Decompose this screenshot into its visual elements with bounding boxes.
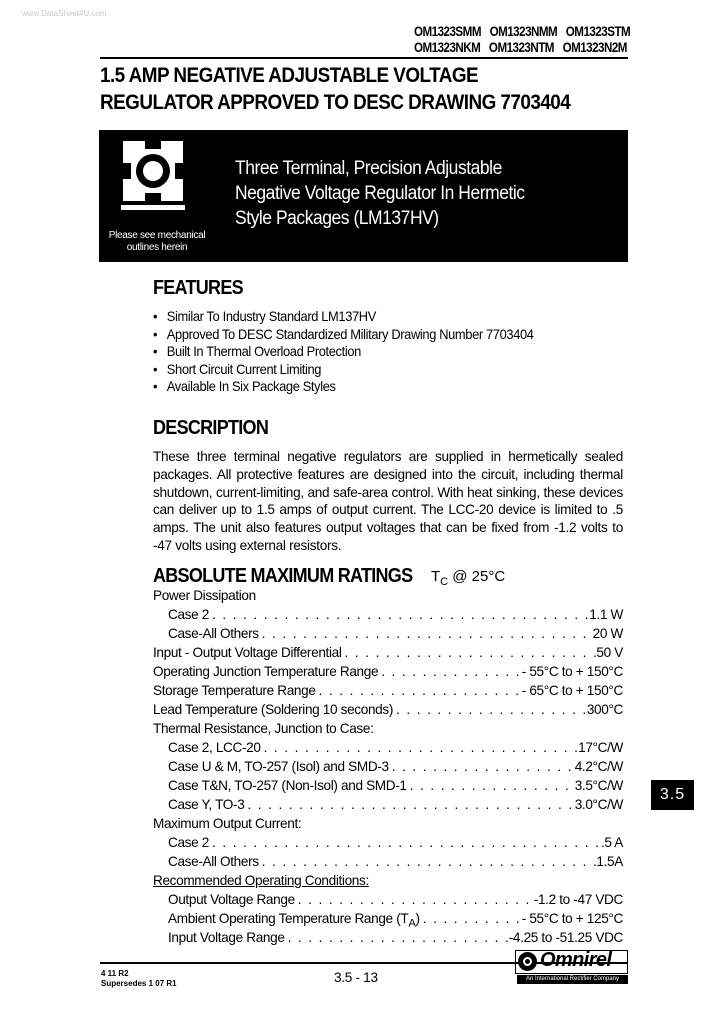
table-row: Case-All Others . . . 20 W: [153, 626, 623, 645]
ratings-heading: ABSOLUTE MAXIMUM RATINGS $T_C$ @ 25°C: [153, 565, 506, 588]
watermark: www.DataSheet4U.com: [22, 9, 107, 18]
ratings-condition: $T_C$ @ 25°C: [431, 568, 506, 588]
part-number: OM1323STM: [565, 24, 631, 39]
table-row: Case 2 . . . .5 A: [153, 835, 623, 854]
features-heading: FEATURES: [153, 277, 243, 299]
logo-caption: Please see mechanical outlines herein: [108, 230, 206, 253]
table-row: Operating Junction Temperature Range . . . - 55°C to + 150°C: [153, 664, 623, 683]
section-tab-marker: 3.5: [651, 780, 694, 810]
table-row: Input - Output Voltage Differential . . . 50 V: [153, 645, 623, 664]
brand-tagline: An International Rectifier Company: [517, 975, 628, 984]
table-row: Lead Temperature (Soldering 10 seconds) . . . 300°C: [153, 702, 623, 721]
table-row: Input Voltage Range . . . -4.25 to -51.25 VDC: [153, 930, 623, 949]
table-row: Case Y, TO-3 . . . 3.0°C/W: [153, 797, 623, 816]
title-line-2: REGULATOR APPROVED TO DESC DRAWING 7703404: [100, 91, 571, 114]
part-number-row: [414, 40, 638, 56]
brand-name: Omnirel: [540, 949, 612, 971]
package-outline-icon: [121, 139, 185, 219]
top-rule: [100, 57, 628, 59]
list-item: • Similar To Industry Standard LM137HV: [153, 308, 376, 324]
table-row: Output Voltage Range . . . -1.2 to -47 VDC: [153, 892, 623, 911]
list-item: • Short Circuit Current Limiting: [153, 360, 322, 377]
table-row: Case U & M, TO-257 (Isol) and SMD-3 . . . 4.2°C/W: [153, 759, 623, 778]
omnirel-mark-icon: [518, 952, 537, 971]
page-title: [100, 62, 640, 116]
table-row: Thermal Resistance, Junction to Case:: [153, 721, 374, 736]
ratings-table: [153, 588, 623, 949]
description-text: These three terminal negative regulators are supplied in hermetically sealed packages. All protective features are designed into the circuit, including thermal shutdown, current-limiting, and safe-area control. With heat sinking, these devices can deliver up to 1.5 amps of output current. The LCC-20 device is limited to .5 amps. The unit also features output voltages that can be fixed from -1.2 volts to -47 volts using external resistors.: [153, 449, 623, 553]
part-number: OM1323NMM: [489, 24, 558, 39]
table-row: Case 2, LCC-20 . . . 17°C/W: [153, 740, 623, 759]
table-row: Case 2 . . . 1.1 W: [153, 607, 623, 626]
table-row: Power Dissipation: [153, 588, 256, 603]
banner-text: Three Terminal, Precision Adjustable Negative Voltage Regulator In Hermetic Style Packages (LM137HV): [235, 158, 525, 229]
feature-list: [153, 308, 623, 396]
omnirel-logo: [515, 950, 628, 984]
part-number: OM1323NTM: [488, 40, 554, 55]
title-line-1: 1.5 AMP NEGATIVE ADJUSTABLE VOLTAGE: [100, 64, 479, 87]
table-row: Maximum Output Current:: [153, 816, 302, 831]
part-number: OM1323SMM: [414, 24, 481, 39]
list-item: • Available In Six Package Styles: [153, 378, 336, 395]
description-heading: DESCRIPTION: [153, 417, 269, 439]
table-row: Storage Temperature Range . . . - 65°C to + 150°C: [153, 683, 623, 702]
part-number-list: [414, 24, 638, 56]
table-row: Ambient Operating Temperature Range $(T_A)$ . . . - 55°C to + 125°C: [153, 911, 623, 930]
table-row: Recommended Operating Conditions:: [153, 873, 369, 888]
list-item: • Approved To DESC Standardized Military Drawing Number 7703404: [153, 325, 534, 342]
table-row: Case T&N, TO-257 (Non-Isol) and SMD-1 . . . 3.5°C/W: [153, 778, 623, 797]
revision-info: 4 11 R2 Supersedes 1 07 R1: [101, 969, 177, 988]
page-number: 3.5 - 13: [334, 970, 378, 985]
part-number-row: [414, 24, 638, 40]
part-number: OM1323N2M: [562, 40, 627, 55]
product-banner: [99, 130, 628, 262]
table-row: Case-All Others . . . 1.5A: [153, 854, 623, 873]
list-item: • Built In Thermal Overload Protection: [153, 343, 361, 360]
part-number: OM1323NKM: [414, 40, 481, 55]
